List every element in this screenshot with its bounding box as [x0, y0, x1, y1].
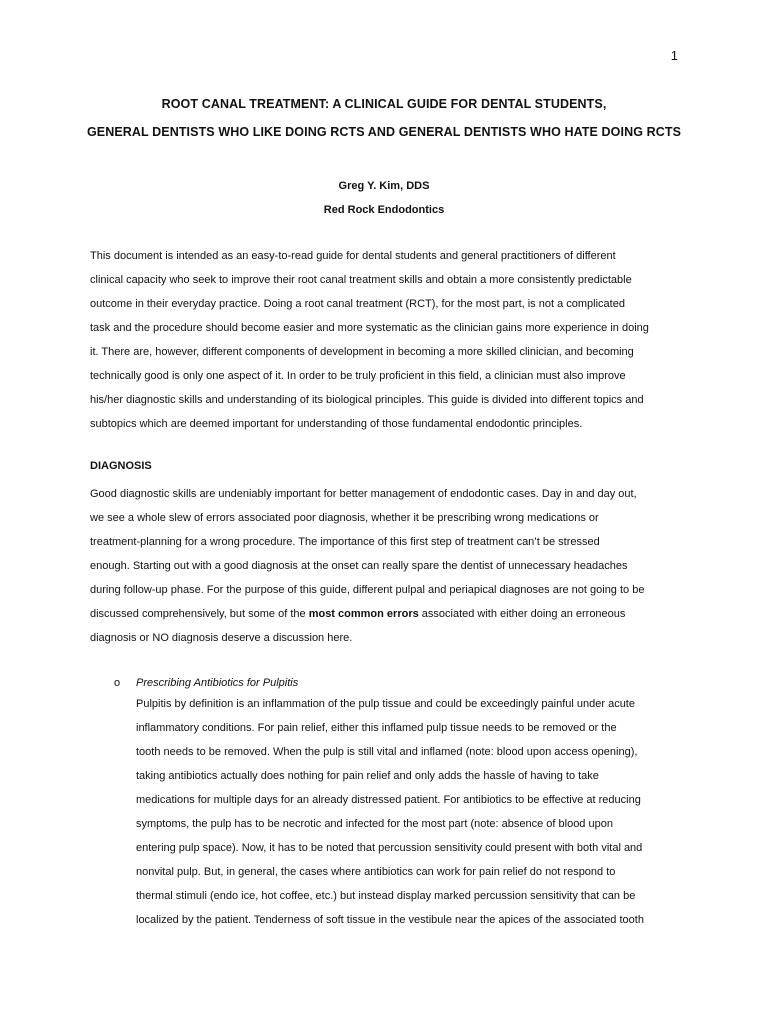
subtopic-title: Prescribing Antibiotics for Pulpitis: [136, 677, 299, 689]
diagnosis-line: enough. Starting out with a good diagnosis at the onset can really spare the dentist of unnecessary headaches: [90, 560, 628, 572]
intro-line: technically good is only one aspect of it. In order to be truly proficient in this field, a clinician must also improve: [90, 370, 626, 382]
pulpitis-line: tooth needs to be removed. When the pulp is still vital and inflamed (note: blood upon access opening),: [136, 746, 638, 758]
emphasis-most-common-errors: most common errors: [308, 608, 419, 620]
pulpitis-line: taking antibiotics actually does nothing for pain relief and only adds the hassle of having to take: [136, 770, 599, 782]
pulpitis-line: thermal stimuli (endo ice, hot coffee, etc.) but instead display marked percussion sensitivity that can be: [136, 890, 636, 902]
pulpitis-line: medications for multiple days for an already distressed patient. For antibiotics to be effective at reducing: [136, 794, 641, 806]
diagnosis-line: during follow-up phase. For the purpose of this guide, different pulpal and periapical diagnoses are not going to be: [90, 584, 645, 596]
intro-paragraph: [90, 244, 682, 436]
diagnosis-line: diagnosis or NO diagnosis deserve a discussion here.: [90, 632, 353, 644]
diagnosis-paragraph: [90, 482, 682, 650]
diagnosis-line-with-emphasis: [90, 602, 682, 626]
pulpitis-line: entering pulp space). Now, it has to be noted that percussion sensitivity could present with both vital and: [136, 842, 643, 854]
intro-line: it. There are, however, different components of development in becoming a more skilled clinician, and becoming: [90, 346, 634, 358]
pulpitis-line: symptoms, the pulp has to be necrotic and infected for the most part (note: absence of blood upon: [136, 818, 613, 830]
diagnosis-line: Good diagnostic skills are undeniably important for better management of endodontic cases. Day in and day out,: [90, 488, 637, 500]
intro-line: This document is intended as an easy-to-read guide for dental students and general practitioners of different: [90, 250, 616, 262]
pulpitis-line: Pulpitis by definition is an inflammation of the pulp tissue and could be exceedingly painful under acute: [136, 698, 635, 710]
author-affiliation: Red Rock Endodontics: [323, 204, 445, 216]
intro-line: subtopics which are deemed important for understanding of those fundamental endodontic principles.: [90, 418, 583, 430]
diagnosis-line: we see a whole slew of errors associated poor diagnosis, whether it be prescribing wrong medications or: [90, 512, 599, 524]
document-title-line-2: GENERAL DENTISTS WHO LIKE DOING RCTS AND GENERAL DENTISTS WHO HATE DOING RCTS: [86, 125, 682, 139]
intro-line: his/her diagnostic skills and understanding of its biological principles. This guide is divided into different topics and: [90, 394, 644, 406]
intro-line: clinical capacity who seek to improve their root canal treatment skills and obtain a more consistently predictable: [90, 274, 632, 286]
diagnosis-text: discussed comprehensively, but some of the: [90, 608, 309, 620]
bullet-marker: o: [114, 677, 121, 689]
diagnosis-line: treatment-planning for a wrong procedure. The importance of this first step of treatment can’t be stressed: [90, 536, 600, 548]
diagnosis-text: associated with either doing an erroneous: [418, 608, 626, 620]
intro-line: outcome in their everyday practice. Doing a root canal treatment (RCT), for the most part, is not a complicated: [90, 298, 625, 310]
author-name: Greg Y. Kim, DDS: [338, 180, 430, 192]
pulpitis-paragraph: [136, 692, 684, 932]
pulpitis-line: inflammatory conditions. For pain relief, either this inflamed pulp tissue needs to be removed or the: [136, 722, 617, 734]
page-number: 1: [670, 48, 678, 63]
intro-line: task and the procedure should become easier and more systematic as the clinician gains more experience in doing: [90, 322, 649, 334]
document-title-line-1: ROOT CANAL TREATMENT: A CLINICAL GUIDE FOR DENTAL STUDENTS,: [161, 97, 607, 111]
section-heading-diagnosis: DIAGNOSIS: [90, 460, 152, 472]
pulpitis-line: nonvital pulp. But, in general, the cases where antibiotics can work for pain relief do not respond to: [136, 866, 616, 878]
pulpitis-line: localized by the patient. Tenderness of soft tissue in the vestibule near the apices of the associated tooth: [136, 914, 644, 926]
